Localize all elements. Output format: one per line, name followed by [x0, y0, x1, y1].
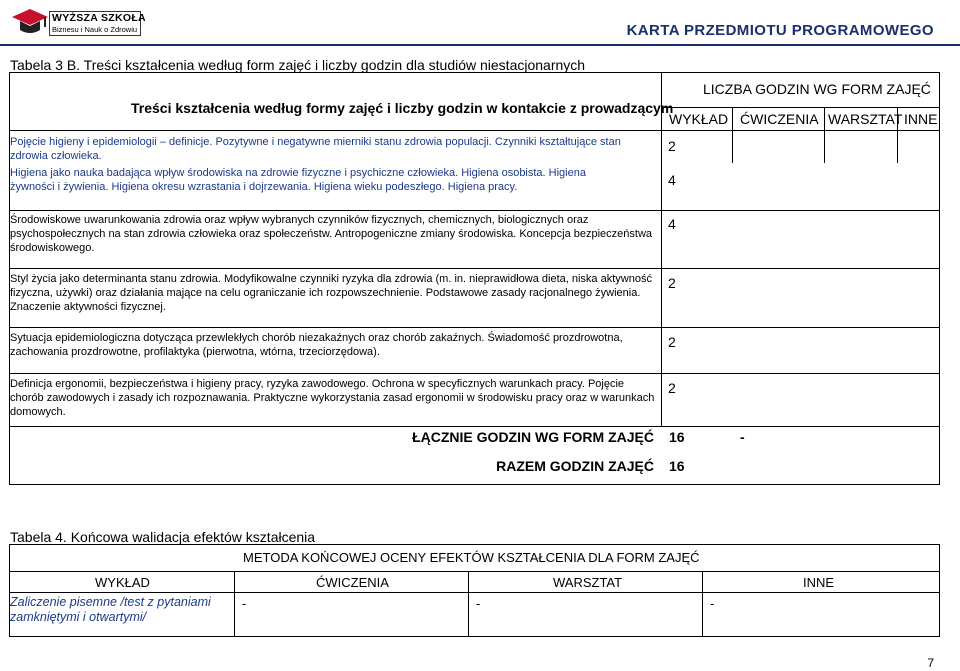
content-row: Środowiskowe uwarunkowania zdrowia oraz wpływ wybranych czynników fizycznych, chemicznych, biologicznych oraz psychospołecznych na stan zdrowia człowieka oraz społeczeństw. Antropogeniczne zmiany środowiska. Koncepcja bezpieczeństwa środowiskowego. [10, 214, 653, 254]
form-header-other: INNE [904, 111, 938, 127]
hours-header: LICZBA GODZIN WG FORM ZAJĘĆ [703, 81, 931, 97]
table4-header: METODA KOŃCOWEJ OCENY EFEKTÓW KSZTAŁCENIA DLA FORM ZAJĘĆ [243, 550, 700, 565]
content-row: Higiena jako nauka badająca wpływ środowiska na zdrowie fizyczne i psychiczne człowieka. Higiena osobista. Higiena żywności i żywienia. Higiena okresu wzrastania i dojrzewania. Higiena wieku podeszłego. Higiena pracy. [10, 167, 586, 193]
t4-exercises-method: - [242, 596, 247, 611]
header-rule [0, 44, 960, 46]
t4-header-lecture: WYKŁAD [95, 575, 150, 590]
content-row: Sytuacja epidemiologiczna dotycząca przewlekłych chorób niezakaźnych oraz chorób zakaźnych. Świadomość prozdrowotna, zachowania prozdrowotne, profilaktyka (pierwotna, wtórna, trzeciorzędowa). [10, 332, 623, 358]
form-header-workshop: WARSZTAT [828, 111, 903, 127]
logo-subname: Biznesu i Nauk o Zdrowiu [52, 25, 138, 34]
page-number: 7 [927, 656, 934, 670]
total-value: 16 [669, 458, 685, 474]
row-hours: 4 [668, 172, 676, 188]
t4-header-exercises: ĆWICZENIA [316, 575, 389, 590]
content-row: Styl życia jako determinanta stanu zdrowia. Modyfikowalne czynniki ryzyka dla zdrowia (m. in. nieprawidłowa dieta, niska aktywność fizyczna, używki) oraz działania mające na celu ograniczanie ich rozpowszechnienie. Podstawowe zasady racjonalnego żywienia. Znaczenie aktywności fizycznej. [10, 273, 652, 313]
t4-lecture-method: Zaliczenie pisemne /test z pytaniami zamkniętymi i otwartymi/ [10, 595, 211, 624]
row-hours: 2 [668, 380, 676, 396]
row-hours: 2 [668, 334, 676, 350]
row-hours: 2 [668, 138, 676, 154]
total-forms-exercises: - [740, 429, 745, 445]
form-header-exercises: ĆWICZENIA [740, 111, 819, 127]
row-hours: 2 [668, 275, 676, 291]
logo-name: WYŻSZA SZKOŁA [52, 12, 146, 24]
content-row: Definicja ergonomii, bezpieczeństwa i higieny pracy, ryzyka zawodowego. Ochrona w specyficznych warunkach pracy. Pojęcie chorób zawodowych i zasady ich rozpoznawania. Praktyczne wykorzystania zasad ergonomii w środowisku pracy oraz w warunkach domowych. [10, 378, 655, 418]
table4-caption: Tabela 4. Końcowa walidacja efektów kształcenia [10, 529, 316, 545]
total-forms-label: ŁĄCZNIE GODZIN WG FORM ZAJĘĆ [412, 429, 654, 445]
t4-header-other: INNE [803, 575, 835, 590]
form-header-lecture: WYKŁAD [669, 111, 729, 127]
total-forms-lecture: 16 [669, 429, 685, 445]
table3-caption: Tabela 3 B. Treści kształcenia według form zajęć i liczby godzin dla studiów niestacjonarnych [10, 57, 586, 73]
document-title: KARTA PRZEDMIOTU PROGRAMOWEGO [626, 22, 934, 39]
school-logo [10, 3, 146, 39]
t4-header-workshop: WARSZTAT [553, 575, 623, 590]
t4-other-method: - [710, 596, 715, 611]
content-column-header: Treści kształcenia według formy zajęć i liczby godzin w kontakcie z prowadzącym [131, 100, 674, 116]
graduation-cap-icon [10, 3, 50, 39]
total-label: RAZEM GODZIN ZAJĘĆ [496, 458, 654, 474]
row-hours: 4 [668, 216, 676, 232]
content-row: Pojęcie higieny i epidemiologii – definicje. Pozytywne i negatywne mierniki stanu zdrowia populacji. Czynniki kształtujące stan zdrowia człowieka. [10, 136, 621, 162]
t4-workshop-method: - [476, 596, 481, 611]
